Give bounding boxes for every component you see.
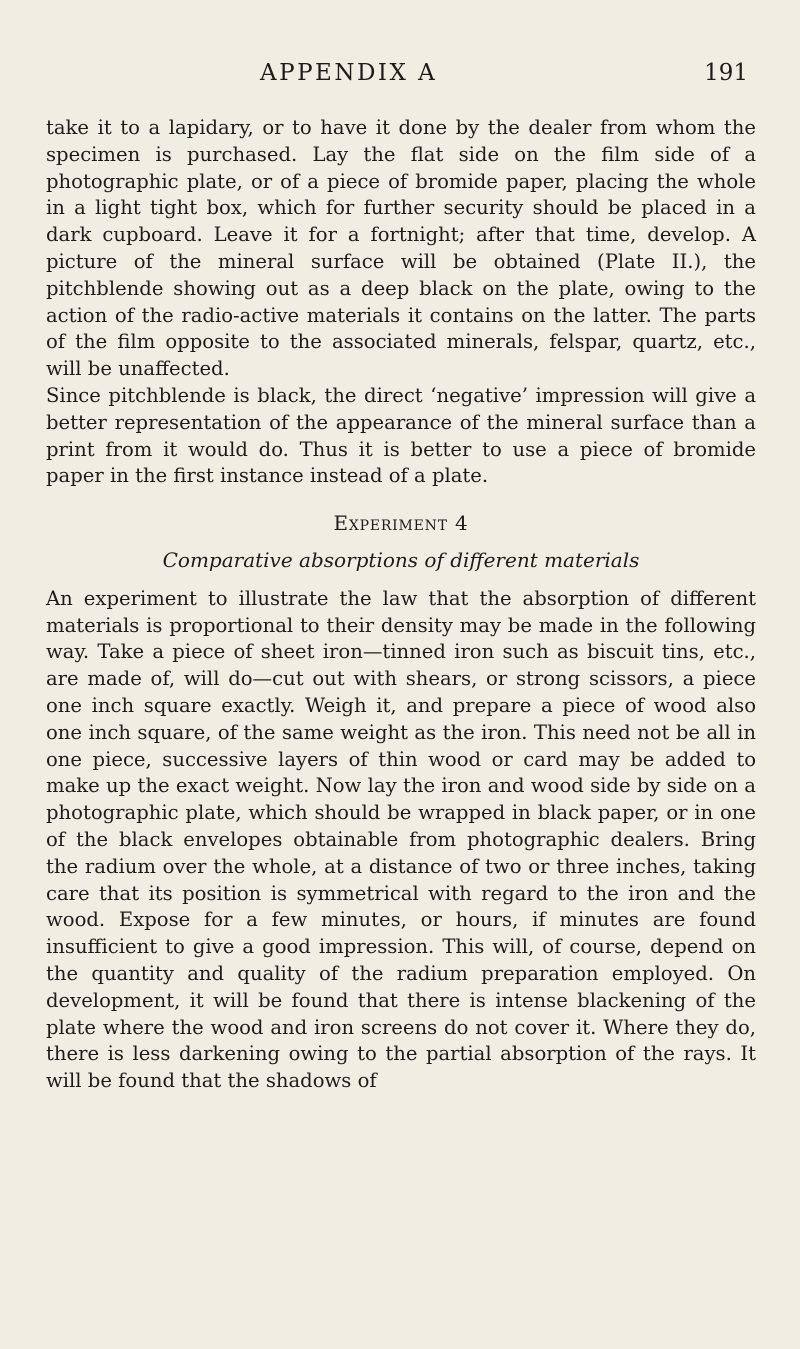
body-text: [46, 115, 756, 1095]
section-heading: Experiment 4: [333, 511, 469, 536]
paragraph-experiment: An experiment to illustrate the law that the absorption of different materials is proportional to their density may be made in the following way. Take a piece of sheet iron—tinned iron such as biscuit tins, etc., are made of, will do—cut out with shears, or strong scissors, a piece one inch square exactly. Weigh it, and prepare a piece of wood also one inch square, of the same weight as the iron. This need not be all in one piece, successive layers of thin wood or card may be added to make up the exact weight. Now lay the iron and wood side by side on a photographic plate, which should be wrapped in black paper, or in one of the black envelopes obtainable from photographic dealers. Bring the radium over the whole, at a distance of two or three inches, taking care that its position is symmetrical with regard to the iron and the wood. Expose for a few minutes, or hours, if minutes are found insufficient to give a good impression. This will, of course, depend on the quantity and quality of the radium preparation employed. On development, it will be found that there is intense blackening of the plate where the wood and iron screens do not cover it. Where they do, there is less darkening owing to the partial absorption of the rays. It will be found that the shadows of: [46, 586, 756, 1093]
running-title: APPENDIX A: [260, 60, 438, 86]
running-head: [46, 60, 760, 96]
page-number: 191: [704, 60, 748, 86]
paragraph-pitchblende: Since pitchblende is black, the direct ‘negative’ impression will give a better representation of the appearance of the mineral surface than a print from it would do. Thus it is better to use a piece of bromide paper in the first instance instead of a plate.: [46, 383, 756, 488]
paragraph-continuation: take it to a lapidary, or to have it done by the dealer from whom the specimen is purchased. Lay the flat side on the film side of a photographic plate, or of a piece of bromide paper, placing the whole in a light tight box, which for further security should be placed in a dark cupboard. Leave it for a fortnight; after that time, develop. A picture of the mineral surface will be obtained (Plate II.), the pitchblende showing out as a deep black on the plate, owing to the action of the radio-active materials it contains on the latter. The parts of the film opposite to the associated minerals, felspar, quartz, etc., will be unaffected.: [46, 116, 756, 381]
section-subheading: Comparative absorptions of different materials: [162, 547, 640, 572]
